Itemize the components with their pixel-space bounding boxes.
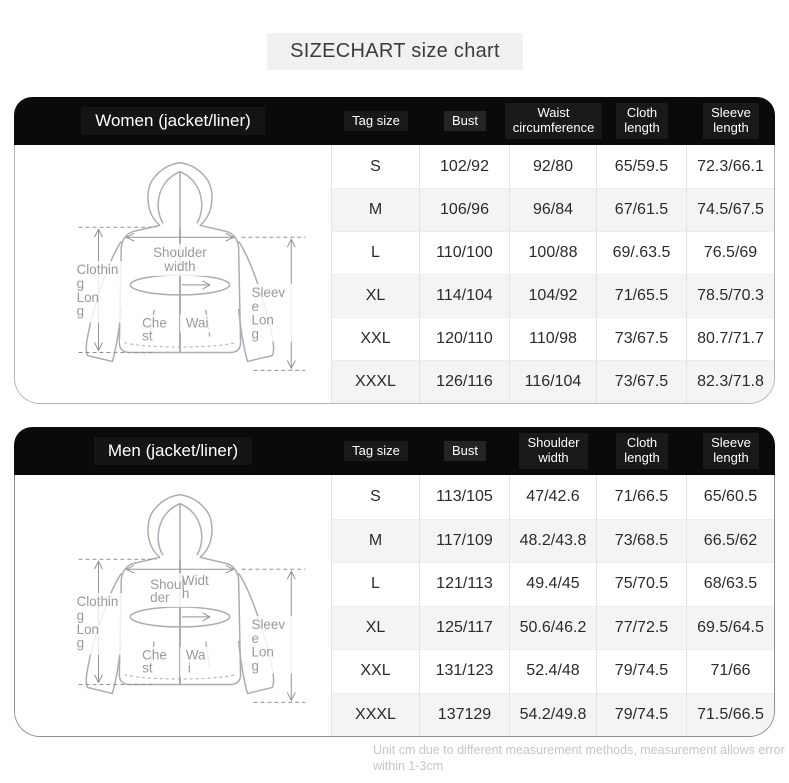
table-cell: L	[331, 231, 419, 274]
women-table-header	[14, 97, 775, 145]
svg-text:Lon: Lon	[251, 644, 274, 660]
page-title: SIZECHART size chart	[267, 33, 523, 70]
table-cell: 69.5/64.5	[686, 606, 774, 650]
shoulder-label: Shoul	[150, 576, 185, 592]
table-cell: XXL	[331, 317, 419, 360]
table-cell: 125/117	[419, 606, 509, 650]
waist-label: Wa	[185, 647, 206, 663]
table-cell: 50.6/46.2	[509, 606, 596, 650]
table-cell: 67/61.5	[596, 188, 686, 231]
women-col-cloth-length: Cloth length	[597, 103, 687, 139]
women-col-waist: Waist circumference	[510, 103, 597, 139]
table-cell: 92/80	[509, 145, 596, 188]
table-cell: 110/100	[419, 231, 509, 274]
table-cell: XXXL	[331, 360, 419, 403]
table-cell: XL	[331, 606, 419, 650]
table-cell: 79/74.5	[596, 649, 686, 693]
table-cell: 66.5/62	[686, 519, 774, 563]
table-cell: 48.2/43.8	[509, 519, 596, 563]
clothing-length-label: Clothin	[76, 262, 119, 277]
svg-text:g: g	[76, 635, 85, 651]
table-cell: 47/42.6	[509, 475, 596, 519]
svg-text:h: h	[181, 585, 190, 601]
svg-text:e: e	[251, 630, 259, 646]
table-cell: 73/68.5	[596, 519, 686, 563]
men-col-sleeve-length: Sleeve length	[687, 433, 775, 469]
table-cell: 102/92	[419, 145, 509, 188]
svg-text:i: i	[187, 660, 191, 676]
women-table-body	[14, 145, 775, 404]
svg-text:g: g	[251, 326, 259, 342]
table-cell: 113/105	[419, 475, 509, 519]
table-cell: 69/.63.5	[596, 231, 686, 274]
women-col-tag-size: Tag size	[332, 111, 420, 132]
men-col-bust: Bust	[420, 441, 510, 462]
table-cell: 114/104	[419, 274, 509, 317]
table-cell: 52.4/48	[509, 649, 596, 693]
table-cell: 73/67.5	[596, 360, 686, 403]
svg-text:st: st	[142, 660, 153, 676]
women-col-sleeve-length: Sleeve length	[687, 103, 775, 139]
figure-labels	[73, 573, 298, 676]
svg-text:width: width	[164, 259, 196, 275]
men-group-label: Men (jacket/liner)	[94, 437, 252, 465]
table-cell: 131/123	[419, 649, 509, 693]
chest-label: Che	[142, 315, 167, 331]
svg-text:g: g	[76, 303, 85, 319]
table-cell: 137129	[419, 693, 509, 737]
table-cell: 82.3/71.8	[686, 360, 774, 403]
men-size-table	[14, 427, 775, 737]
women-group-header	[14, 107, 332, 135]
svg-text:Lon: Lon	[76, 621, 99, 637]
men-col-tag-size: Tag size	[332, 441, 420, 462]
table-cell: 54.2/49.8	[509, 693, 596, 737]
table-cell: M	[331, 519, 419, 563]
table-cell: XXXL	[331, 693, 419, 737]
table-cell: 49.4/45	[509, 562, 596, 606]
men-group-header	[14, 437, 332, 465]
jacket-diagram	[15, 477, 331, 735]
table-cell: M	[331, 188, 419, 231]
table-cell: 126/116	[419, 360, 509, 403]
table-cell: 100/88	[509, 231, 596, 274]
clothing-length-label: Clothin	[76, 593, 119, 609]
table-cell: 110/98	[509, 317, 596, 360]
waist-label: Wai	[185, 315, 209, 331]
table-cell: 104/92	[509, 274, 596, 317]
men-col-cloth-length: Cloth length	[597, 433, 687, 469]
table-cell: 77/72.5	[596, 606, 686, 650]
table-cell: 71/65.5	[596, 274, 686, 317]
men-col-shoulder-width: Shoulder width	[510, 433, 597, 469]
measurement-disclaimer: Unit cm due to different measurement methods, measurement allows error within 1-3cm	[373, 743, 785, 774]
table-cell: 96/84	[509, 188, 596, 231]
table-cell: 116/104	[509, 360, 596, 403]
svg-text:Lon: Lon	[76, 289, 99, 305]
table-cell: 117/109	[419, 519, 509, 563]
svg-text:g: g	[76, 607, 85, 623]
table-cell: 65/60.5	[686, 475, 774, 519]
shoulder-width-label: Shoulder	[153, 245, 207, 261]
table-cell: 80.7/71.7	[686, 317, 774, 360]
svg-text:st: st	[142, 328, 153, 344]
table-cell: 120/110	[419, 317, 509, 360]
table-cell: 78.5/70.3	[686, 274, 774, 317]
table-cell: 71/66.5	[596, 475, 686, 519]
men-table-header	[14, 427, 775, 475]
chest-label: Che	[142, 647, 167, 663]
svg-text:Lon: Lon	[251, 312, 274, 328]
table-cell: 72.3/66.1	[686, 145, 774, 188]
svg-text:e: e	[251, 298, 259, 314]
table-cell: 68/63.5	[686, 562, 774, 606]
table-cell: 73/67.5	[596, 317, 686, 360]
jacket-diagram	[15, 145, 331, 403]
women-group-label: Women (jacket/liner)	[81, 107, 265, 135]
women-col-bust: Bust	[420, 111, 510, 132]
table-cell: 121/113	[419, 562, 509, 606]
table-cell: 75/70.5	[596, 562, 686, 606]
svg-text:g: g	[76, 275, 85, 291]
table-cell: XL	[331, 274, 419, 317]
table-cell: 79/74.5	[596, 693, 686, 737]
svg-text:g: g	[251, 658, 259, 674]
sleeve-length-label: Sleev	[251, 616, 286, 632]
table-cell: 65/59.5	[596, 145, 686, 188]
table-cell: S	[331, 145, 419, 188]
table-cell: XXL	[331, 649, 419, 693]
sleeve-length-label: Sleev	[251, 284, 286, 300]
table-cell: 71/66	[686, 649, 774, 693]
women-size-table	[14, 97, 775, 404]
men-table-body	[14, 475, 775, 737]
table-cell: 106/96	[419, 188, 509, 231]
table-cell: L	[331, 562, 419, 606]
table-cell: S	[331, 475, 419, 519]
width-label: Widt	[181, 572, 209, 588]
men-jacket-figure	[15, 475, 331, 736]
women-jacket-figure	[15, 145, 331, 403]
table-cell: 76.5/69	[686, 231, 774, 274]
table-cell: 74.5/67.5	[686, 188, 774, 231]
svg-text:der: der	[150, 589, 170, 605]
table-cell: 71.5/66.5	[686, 693, 774, 737]
